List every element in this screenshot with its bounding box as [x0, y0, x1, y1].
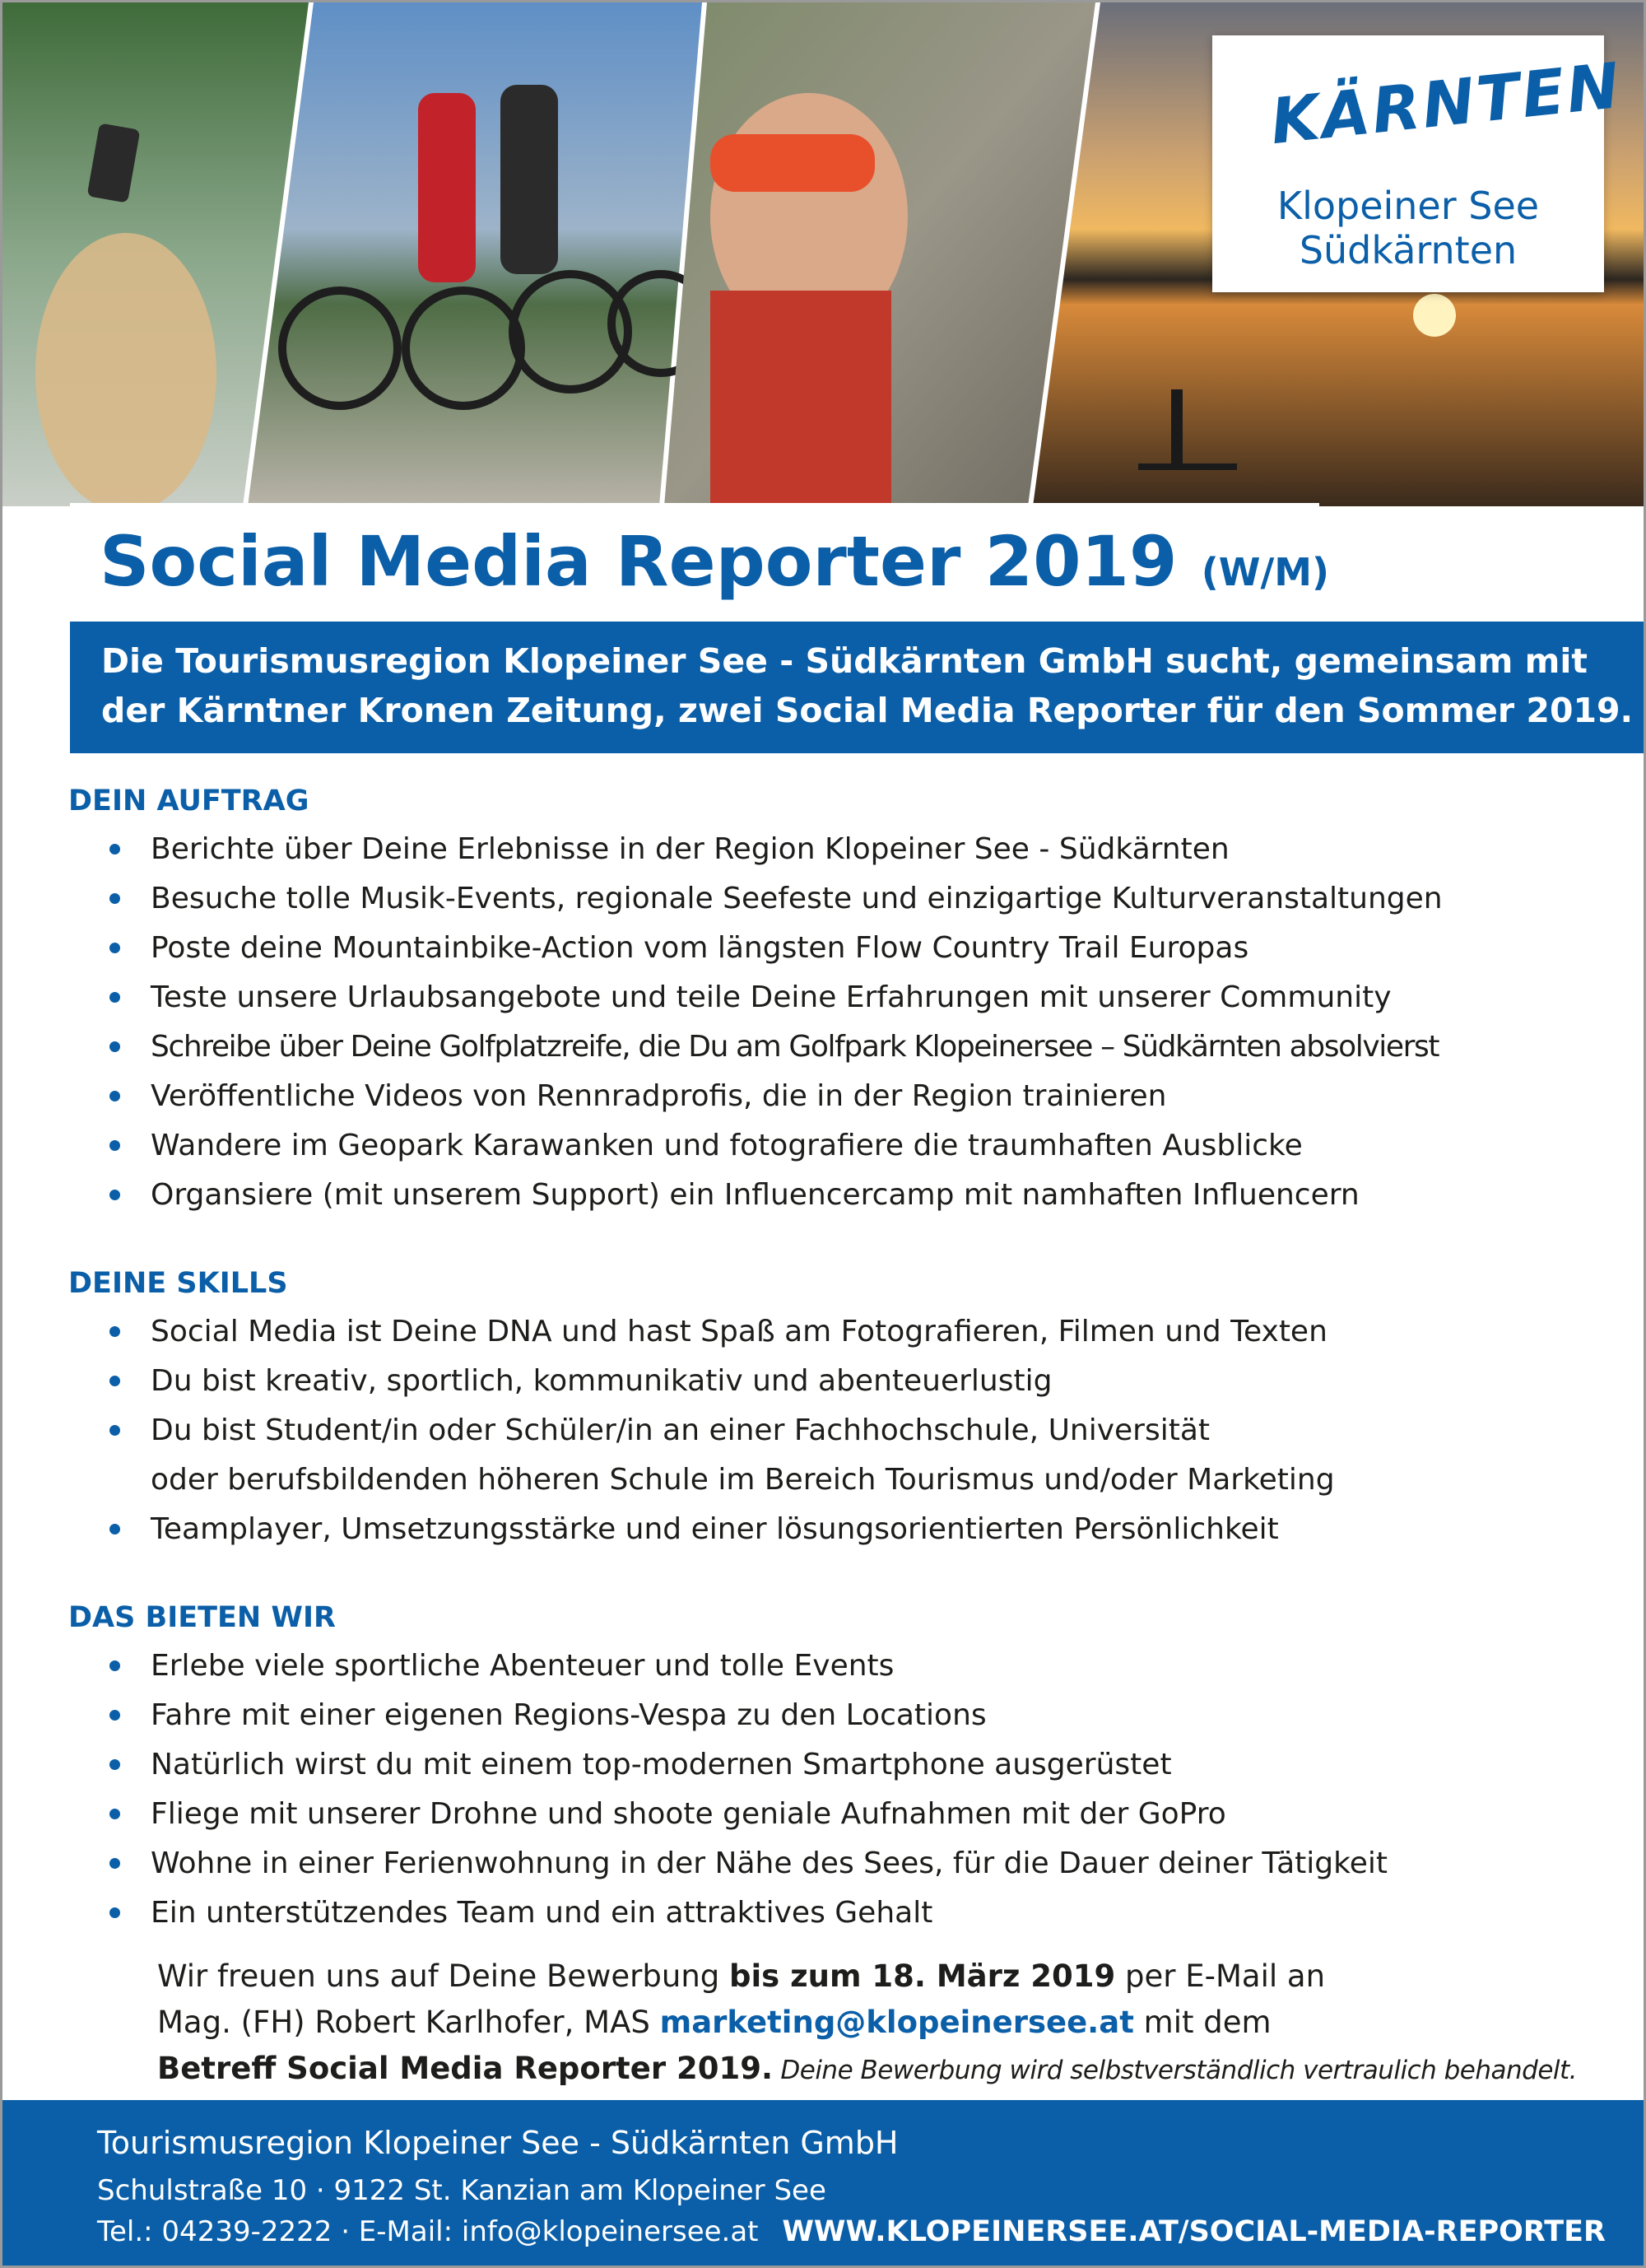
list-item: Du bist kreativ, sportlich, kommunikativ und abenteuerlustig: [151, 1364, 1053, 1398]
list-item: Erlebe viele sportliche Abenteuer und tolle Events: [151, 1649, 895, 1683]
list-item: Teamplayer, Umsetzungsstärke und einer lösungsorientierten Persönlichkeit: [151, 1512, 1279, 1546]
bullet: [109, 1091, 120, 1101]
list-item: Schreibe über Deine Golfplatzreife, die Du am Golfpark Klopeinersee – Südkärnten absolvierst: [151, 1030, 1439, 1064]
logo-wordmark: KÄRNTEN: [1267, 48, 1625, 159]
section-heading-bieten: DAS BIETEN WIR: [68, 1601, 336, 1634]
bullet: [109, 1376, 120, 1386]
contact-email-link[interactable]: marketing@klopeinersee.at: [659, 2005, 1134, 2040]
intro-band: [70, 622, 1646, 753]
footer-contact: Tel.: 04239-2222 · E-Mail: info@klopeinersee.at: [97, 2215, 759, 2248]
list-item: Du bist Student/in oder Schüler/in an einer Fachhochschule, Universität: [151, 1413, 1211, 1447]
closing-line-1: [157, 1958, 1325, 1994]
bullet: [109, 1326, 120, 1337]
bullet: [109, 992, 120, 1003]
section-heading-skills: DEINE SKILLS: [68, 1267, 288, 1300]
list-item: Fliege mit unserer Drohne und shoote geniale Aufnahmen mit der GoPro: [151, 1797, 1226, 1831]
bullet: [109, 1524, 120, 1535]
bullet: [109, 1140, 120, 1151]
bullet: [109, 943, 120, 953]
closing-subject: Betreff Social Media Reporter 2019.: [157, 2051, 774, 2086]
bullet: [109, 1710, 120, 1721]
closing-line-2: [157, 2005, 1272, 2040]
list-item-continuation: oder berufsbildenden höheren Schule im Bereich Tourismus und/oder Marketing: [151, 1463, 1335, 1497]
photo-collage: [2, 2, 1646, 506]
bullet: [109, 1190, 120, 1200]
closing-contact-name: Mag. (FH) Robert Karlhofer, MAS: [157, 2005, 660, 2040]
closing-confidential-note: Deine Bewerbung wird selbstverständlich vertraulich behandelt.: [773, 2056, 1578, 2085]
bullet: [109, 1425, 120, 1436]
list-item: Wohne in einer Ferienwohnung in der Nähe des Sees, für die Dauer deiner Tätigkeit: [151, 1847, 1388, 1880]
closing-text: per E-Mail an: [1115, 1958, 1326, 1994]
logo-line-2: Südkärnten: [1299, 228, 1518, 272]
footer: [2, 2100, 1646, 2268]
bullet: [109, 1759, 120, 1770]
section-heading-auftrag: DEIN AUFTRAG: [68, 785, 309, 817]
closing-line-3: [157, 2051, 1577, 2086]
intro-line-1: Die Tourismusregion Klopeiner See - Südkärnten GmbH sucht, gemeinsam mit: [101, 641, 1588, 681]
bullet: [109, 844, 120, 855]
bullet: [109, 1041, 120, 1052]
list-item: Ein unterstützendes Team und ein attraktives Gehalt: [151, 1896, 933, 1930]
closing-text: mit dem: [1133, 2005, 1272, 2040]
footer-url-link[interactable]: WWW.KLOPEINERSEE.AT/SOCIAL-MEDIA-REPORTER: [782, 2215, 1606, 2248]
list-item: Besuche tolle Musik-Events, regionale Seefeste und einzigartige Kulturveranstaltungen: [151, 882, 1443, 915]
logo-line-1: Klopeiner See: [1276, 184, 1540, 228]
footer-organization: Tourismusregion Klopeiner See - Südkärnten GmbH: [97, 2125, 899, 2161]
page-title: [100, 521, 1329, 602]
list-item: Social Media ist Deine DNA und hast Spaß am Fotografieren, Filmen und Texten: [151, 1315, 1327, 1348]
list-item: Wandere im Geopark Karawanken und fotografiere die traumhaften Ausblicke: [151, 1129, 1303, 1162]
list-item: Fahre mit einer eigenen Regions-Vespa zu den Locations: [151, 1698, 987, 1732]
bullet: [109, 1660, 120, 1671]
title-suffix: (W/M): [1201, 550, 1330, 594]
list-item: Berichte über Deine Erlebnisse in der Region Klopeiner See - Südkärnten: [151, 832, 1230, 866]
kaernten-logo: [1212, 35, 1625, 292]
bullet: [109, 1858, 120, 1869]
list-item: Organsiere (mit unserem Support) ein Influencercamp mit namhaften Influencern: [151, 1178, 1360, 1212]
list-item: Teste unsere Urlaubsangebote und teile Deine Erfahrungen mit unserer Community: [151, 980, 1392, 1014]
footer-address: Schulstraße 10 · 9122 St. Kanzian am Klopeiner See: [97, 2174, 826, 2207]
list-item: Veröffentliche Videos von Rennradprofis, die in der Region trainieren: [151, 1079, 1167, 1113]
closing-deadline: bis zum 18. März 2019: [729, 1958, 1116, 1994]
bullet: [109, 893, 120, 904]
list-item: Natürlich wirst du mit einem top-modernen Smartphone ausgerüstet: [151, 1748, 1172, 1781]
closing-text: Wir freuen uns auf Deine Bewerbung: [157, 1958, 730, 1994]
intro-line-2: der Kärntner Kronen Zeitung, zwei Social Media Reporter für den Sommer 2019.: [101, 691, 1634, 730]
bullet: [109, 1907, 120, 1918]
list-item: Poste deine Mountainbike-Action vom längsten Flow Country Trail Europas: [151, 931, 1249, 965]
bullet: [109, 1809, 120, 1819]
title-main: Social Media Reporter 2019: [100, 521, 1178, 602]
